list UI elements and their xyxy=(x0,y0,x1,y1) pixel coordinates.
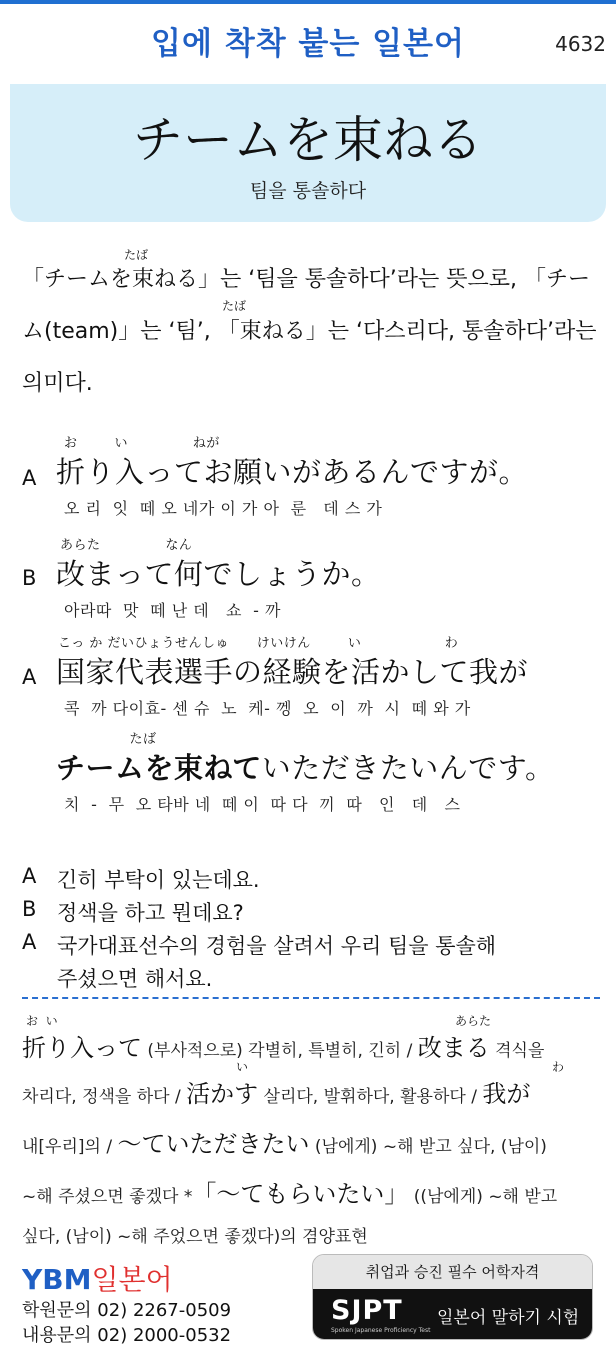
dialogue-4-japanese xyxy=(56,746,554,787)
korean-subtitle: 팀을 통솔하다 xyxy=(249,180,367,202)
vocab-line-3 xyxy=(22,1124,602,1159)
dialogue-2-reading: 아라따 맛 떼 난 데 쇼 - 까 xyxy=(64,601,281,620)
translation-2-text: 정색을 하고 뭔데요? xyxy=(57,901,244,925)
sjpt-logo-subtitle: Spoken Japanese Proficiency Test xyxy=(331,1327,431,1334)
title-box xyxy=(10,84,606,222)
ybm-logo-en: YBM xyxy=(22,1263,92,1296)
dialogue-1-furigana: お い ねが xyxy=(64,436,220,451)
furigana-taba-2: たば xyxy=(222,299,247,313)
top-rule xyxy=(0,0,616,4)
vocab-line-4-text: ~해 주셨으면 좋겠다 * xyxy=(22,1187,193,1207)
dialogue-4-furigana: たば xyxy=(60,732,157,747)
dialogue-1-speaker: A xyxy=(22,466,37,490)
vocab-5-word: 〜ていただきたい xyxy=(117,1130,310,1158)
vocab-line-2 xyxy=(22,1074,602,1109)
series-title: 입에 착착 붙는 일본어 xyxy=(151,26,465,62)
vocab-3-furigana: い xyxy=(236,1060,249,1074)
dialogue-4-rest: いただきたいんです。 xyxy=(261,751,555,785)
sjpt-ad-label: 일본어 말하기 시험 xyxy=(437,1308,580,1328)
explanation-line-1: 「チームを束ねる」는 ‘팀을 통솔하다’라는 뜻으로, 「チー xyxy=(22,267,590,292)
explanation-line-3: 의미다. xyxy=(22,371,93,396)
dialogue-2-speaker: B xyxy=(22,566,37,590)
translation-1-speaker: A xyxy=(22,864,37,888)
page-number: 4632 xyxy=(555,32,606,56)
sjpt-ad-banner xyxy=(313,1289,592,1339)
content-phone-label: 내용문의 xyxy=(22,1325,92,1346)
sjpt-ad[interactable] xyxy=(312,1254,593,1340)
vocab-3-word: 活かす xyxy=(186,1080,259,1108)
vocab-4-word: 我が xyxy=(482,1080,531,1108)
dialogue-1-reading: 오 리 잇 떼 오 네가 이 가 아 룬 데 스 가 xyxy=(64,499,383,518)
vocab-1-gloss: (부사적으로) 각별히, 특별히, 긴히 / xyxy=(147,1041,413,1061)
academy-phone-number: 02) 2267-0509 xyxy=(97,1300,232,1321)
content-phone-number: 02) 2000-0532 xyxy=(97,1325,232,1346)
vocab-line-5: 싶다, (남이) ~해 주었으면 좋겠다)의 겸양표현 xyxy=(22,1227,368,1247)
content-phone xyxy=(22,1321,231,1347)
translation-2-speaker: B xyxy=(22,897,37,921)
dialogue-3-reading: 콕 까 다이효- 센 슈 노 케- 껭 오 이 까 시 떼 와 가 xyxy=(64,699,471,718)
dialogue-3-speaker: A xyxy=(22,665,37,689)
translation-1-text: 긴히 부탁이 있는데요. xyxy=(57,868,260,892)
vocab-2-furigana: あらた xyxy=(455,1014,492,1028)
translation-4-text: 주셨으면 해서요. xyxy=(57,967,213,991)
vocab-4-furigana: わ xyxy=(552,1060,565,1074)
dialogue-4-key-expression: チームを束ねて xyxy=(56,751,262,785)
vocab-line-4 xyxy=(22,1174,602,1209)
dialogue-3-furigana: こっ か だいひょうせんしゅ けいけん い わ xyxy=(58,636,459,651)
dialogue-1-japanese: 折り入ってお願いがあるんですが。 xyxy=(56,455,529,489)
dialogue-2-japanese: 改まって何でしょうか。 xyxy=(56,557,381,591)
translation-3-text: 국가대표선수의 경험을 살려서 우리 팀을 통솔해 xyxy=(57,934,497,958)
vocab-line-3-text: 내[우리]의 / xyxy=(22,1137,113,1157)
dialogue-4-reading: 치 - 무 오 타바 네 떼 이 따 다 끼 따 인 데 스 xyxy=(64,795,461,814)
academy-phone-label: 학원문의 xyxy=(22,1300,92,1321)
academy-phone xyxy=(22,1296,231,1322)
sjpt-logo: SJPT xyxy=(331,1295,403,1326)
vocab-line-2-text: 차리다, 정색을 하다 / xyxy=(22,1087,181,1107)
dialogue-3-japanese: 国家代表選手の経験を活かして我が xyxy=(56,655,529,689)
ybm-logo-kr: 일본어 xyxy=(91,1263,173,1296)
vocab-2-gloss: 격식을 xyxy=(495,1041,545,1061)
vocab-6-word: 「〜てもらいたい」 xyxy=(192,1180,409,1208)
vocab-3-gloss: 살리다, 발휘하다, 활용하다 / xyxy=(263,1087,477,1107)
section-divider xyxy=(22,997,600,999)
vocab-2-word: 改まる xyxy=(417,1034,490,1062)
translation-3-speaker: A xyxy=(22,930,37,954)
vocab-5-gloss: (남에게) ~해 받고 싶다, (남이) xyxy=(314,1137,547,1157)
furigana-taba-1: たば xyxy=(124,248,149,262)
vocab-1-furigana: お い xyxy=(26,1014,58,1028)
vocab-6-gloss: ((남에게) ~해 받고 xyxy=(413,1187,558,1207)
japanese-title: チームを束ねる xyxy=(133,111,483,169)
ybm-logo xyxy=(22,1258,173,1298)
vocab-1-word: 折り入って xyxy=(22,1034,142,1062)
sjpt-ad-tagline: 취업과 승진 필수 어학자격 xyxy=(313,1255,592,1289)
explanation-line-2: ム(team)」는 ‘팀’, 「束ねる」는 ‘다스리다, 통솔하다’라는 xyxy=(22,319,597,344)
dialogue-2-furigana: あらた なん xyxy=(60,538,193,553)
vocab-line-1 xyxy=(22,1028,602,1063)
